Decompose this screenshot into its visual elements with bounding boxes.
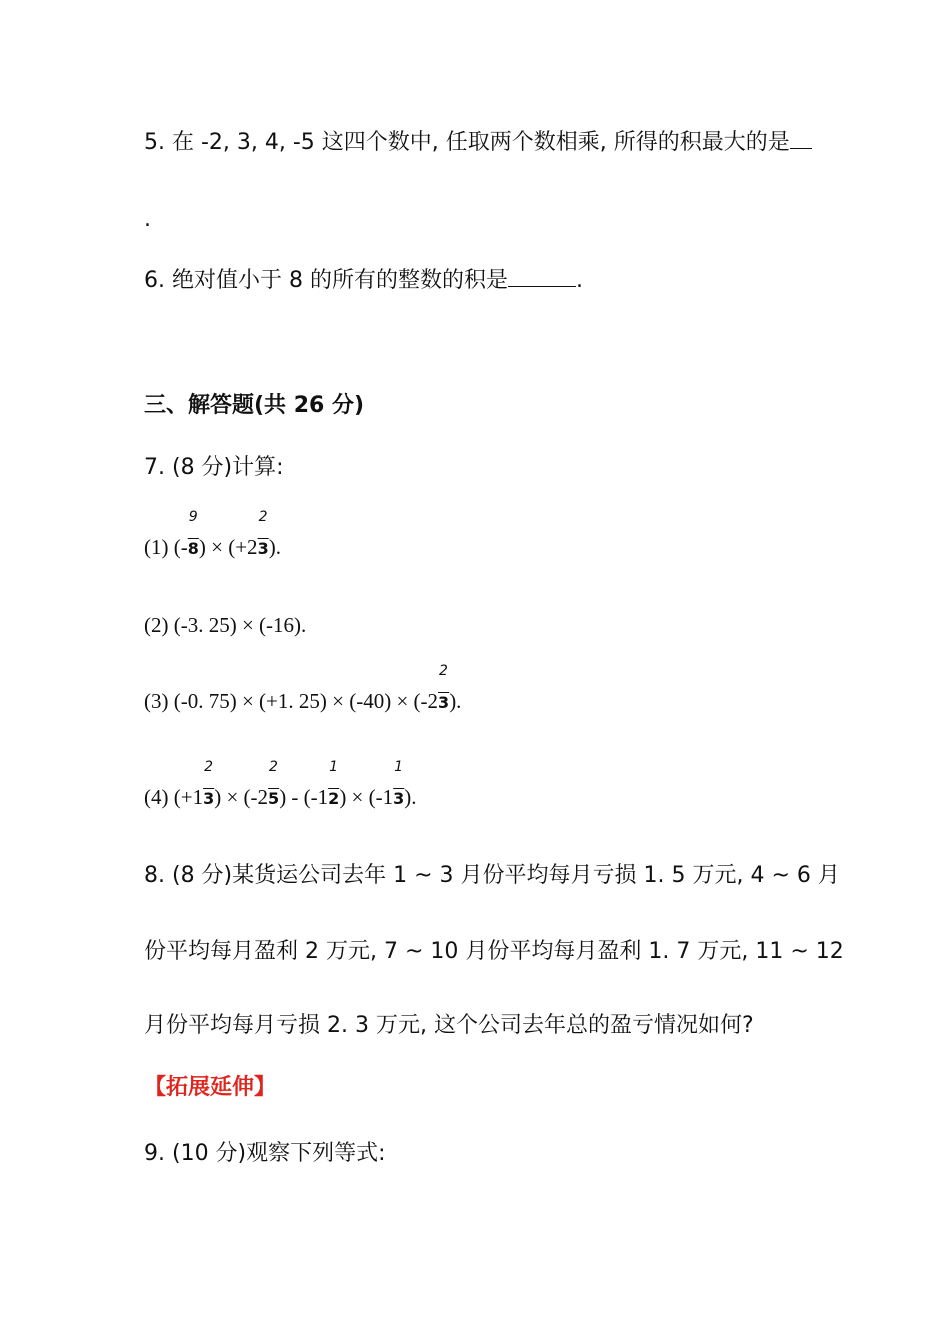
- q7-title: 7. (8 分)计算:: [144, 455, 284, 480]
- fraction: $\frac{1}{3}$: [393, 759, 405, 808]
- q9-title: 9. (10 分)观察下列等式:: [144, 1141, 386, 1166]
- fraction: $\frac{2}{5}$: [268, 759, 280, 808]
- q6: 6. 绝对值小于 8 的所有的整数的积是 .: [144, 268, 583, 293]
- extension-title: 【拓展延伸】: [144, 1075, 277, 1100]
- q5-line2: .: [144, 207, 151, 232]
- q7-part2: (2) (-3. 25) × (-16).: [144, 613, 307, 637]
- fraction: $\frac{1}{2}$: [328, 759, 340, 808]
- fraction: $\frac{9}{8}$: [187, 509, 199, 558]
- q8-line3: 月份平均每月亏损 2. 3 万元, 这个公司去年总的盈亏情况如何?: [144, 1013, 754, 1038]
- fraction: $\frac{2}{3}$: [438, 663, 450, 712]
- q5-line1: 5. 在 -2, 3, 4, -5 这四个数中, 任取两个数相乘, 所得的积最大的是: [144, 128, 812, 157]
- q7-part4: (4) (+1 $\frac{2}{3}) \times (-2$ $\frac{2}{5}) - (-1$ $\frac{1}{2}) \times (-1$ $\frac{1}{3}$).: [144, 784, 417, 812]
- q7-part3: (3) (-0. 75) × (+1. 25) × (-40) × (-2 $\frac{2}{3}$).: [144, 688, 461, 716]
- q8-line1: 8. (8 分)某货运公司去年 1 ~ 3 月份平均每月亏损 1. 5 万元, 4 ~ 6 月: [144, 863, 840, 888]
- q8-line2: 份平均每月盈利 2 万元, 7 ~ 10 月份平均每月盈利 1. 7 万元, 11 ~ 12: [144, 939, 844, 964]
- fraction: $\frac{2}{3}$: [257, 509, 269, 558]
- answer-blank: [508, 266, 576, 287]
- q7-part1: (1) (- $\frac{9}{8}) \times (+2$ $\frac{2}{3}$).: [144, 534, 281, 562]
- answer-blank: [790, 128, 812, 149]
- section-title: 三、解答题(共 26 分): [144, 393, 365, 418]
- fraction: $\frac{2}{3}$: [203, 759, 215, 808]
